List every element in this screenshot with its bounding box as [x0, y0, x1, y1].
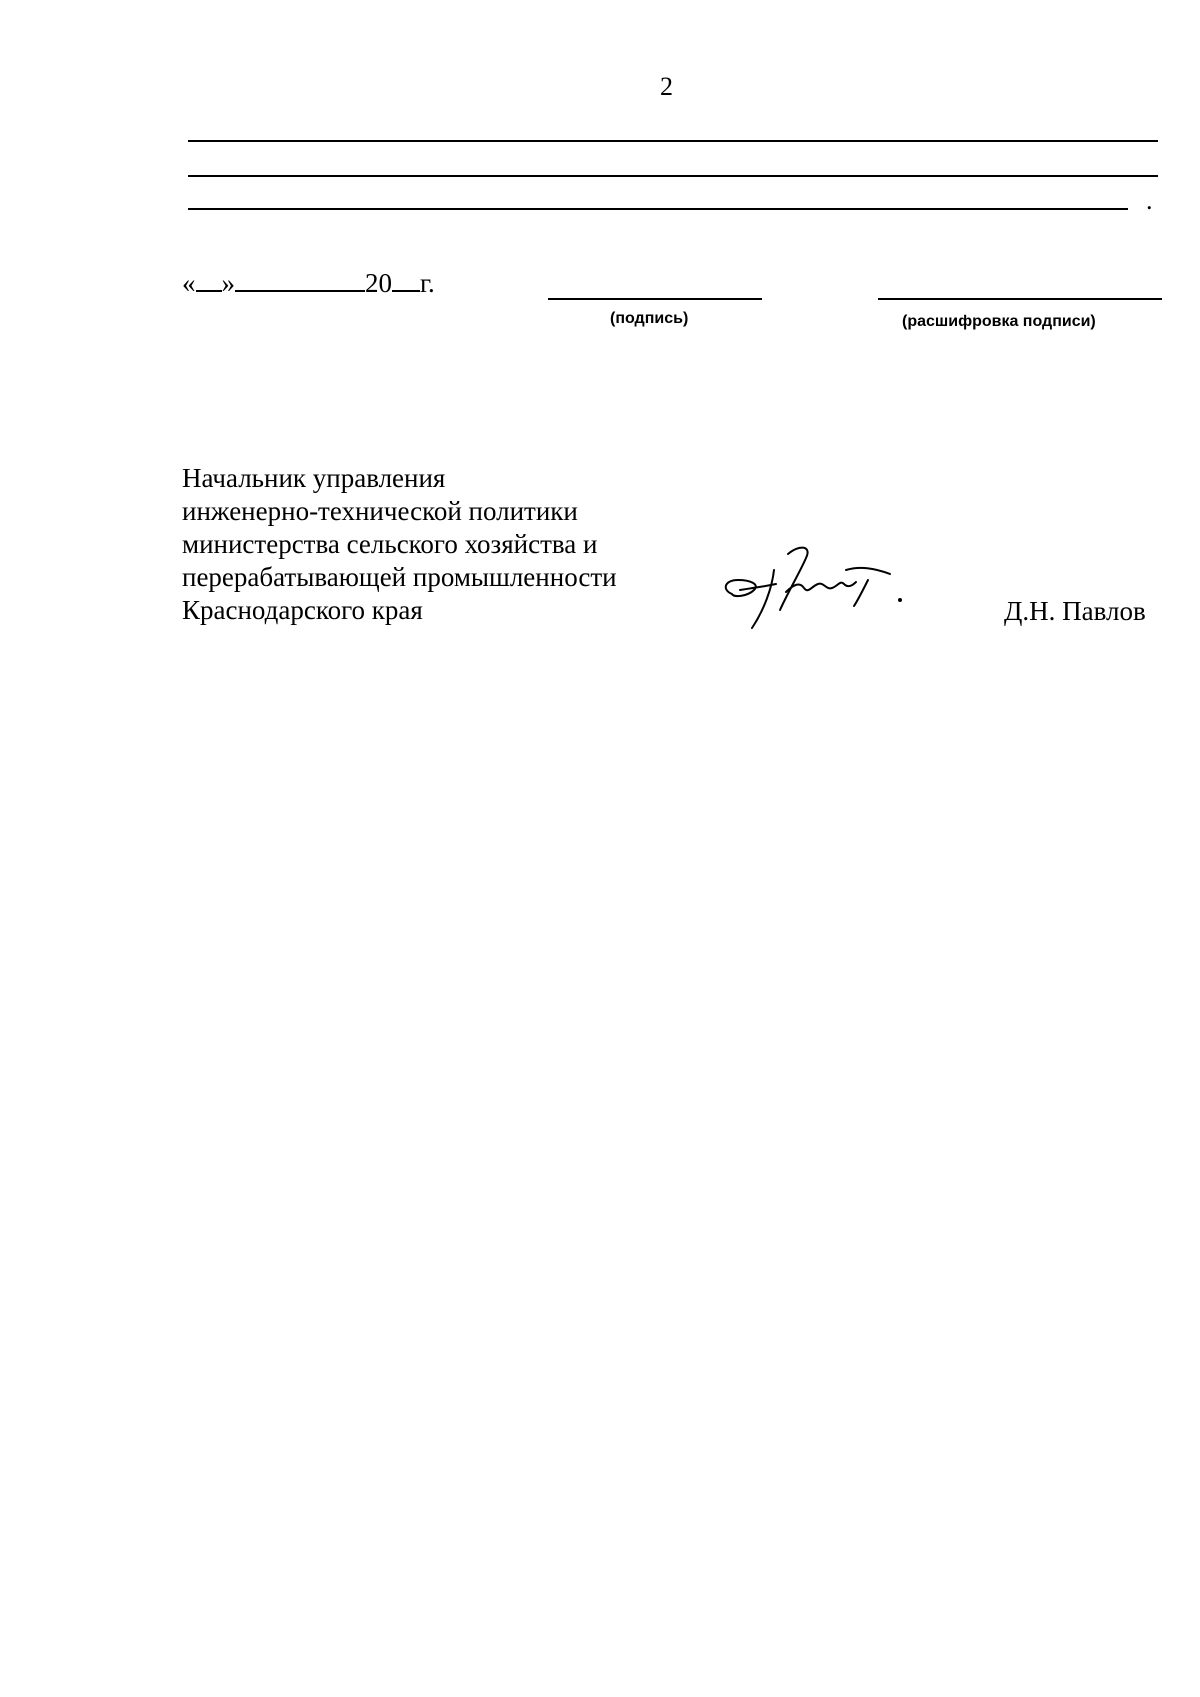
position-line: Начальник управления — [182, 463, 446, 493]
year-suffix: г. — [420, 268, 435, 298]
page-number: 2 — [660, 72, 673, 101]
position-line: министерства сельского хозяйства и — [182, 529, 598, 559]
position-line: Краснодарского края — [182, 595, 423, 625]
decode-blank-line — [878, 298, 1162, 300]
year-blank — [392, 268, 420, 292]
date-close-quote: » — [221, 268, 235, 298]
position-line: перерабатывающей промышленности — [182, 562, 617, 592]
month-blank — [235, 268, 365, 292]
day-blank — [196, 268, 222, 292]
end-dot: . — [1146, 186, 1153, 215]
handwritten-signature — [714, 540, 914, 640]
decode-caption: (расшифровка подписи) — [902, 313, 1096, 330]
position-line: инженерно-технической политики — [182, 496, 578, 526]
signer-name: Д.Н. Павлов — [1004, 596, 1146, 626]
position-block — [182, 462, 617, 627]
date-open-quote: « — [182, 268, 196, 298]
year-prefix: 20 — [365, 268, 392, 298]
blank-line-3 — [188, 208, 1128, 210]
date-line — [182, 268, 435, 299]
blank-line-1 — [188, 140, 1158, 142]
signature-blank-line — [548, 298, 762, 300]
blank-line-2 — [188, 175, 1158, 177]
signature-caption: (подпись) — [610, 310, 689, 327]
